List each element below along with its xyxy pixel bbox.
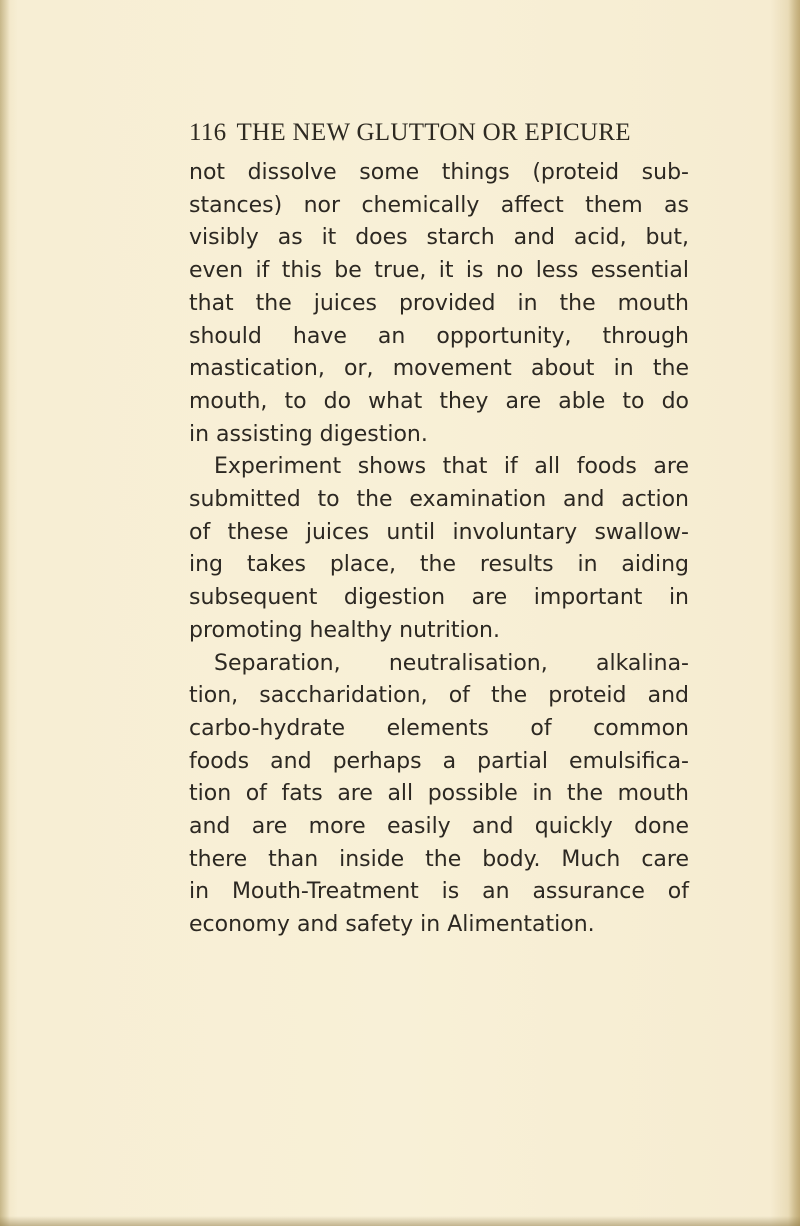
text-line: in Mouth-Treatment is an assurance of: [189, 879, 689, 905]
text-line: even if this be true, it is no less essential: [189, 258, 689, 284]
text-line: that the juices provided in the mouth: [189, 290, 689, 316]
text-line: of these juices until involuntary swallow-: [189, 519, 689, 545]
text-line: tion of fats are all possible in the mouth: [189, 781, 689, 807]
running-title: THE NEW GLUTTON OR EPICURE: [236, 119, 631, 146]
page-number: 116: [189, 119, 227, 146]
running-head: [189, 119, 631, 147]
paragraph-first-line: Experiment shows that if all foods are: [214, 454, 689, 480]
text-line: tion, saccharidation, of the proteid and: [189, 683, 689, 709]
text-line: subsequent digestion are important in: [189, 585, 689, 611]
text-line: foods and perhaps a partial emulsifica-: [189, 748, 689, 774]
text-line: and are more easily and quickly done: [189, 814, 689, 840]
text-line: mastication, or, movement about in the: [189, 356, 689, 382]
body-text: [189, 157, 689, 942]
page-bottom-shadow: [0, 1216, 800, 1226]
paragraph-end-line: economy and safety in Alimentation.: [189, 912, 595, 938]
page-gutter-shadow: [0, 0, 10, 1226]
page-edge-shadow: [788, 0, 800, 1226]
text-line: should have an opportunity, through: [189, 323, 689, 349]
paragraph-end-line: promoting healthy nutrition.: [189, 617, 500, 643]
paragraph-end-line: in assisting digestion.: [189, 421, 428, 447]
text-line: ing takes place, the results in aiding: [189, 552, 689, 578]
text-line: stances) nor chemically affect them as: [189, 192, 689, 218]
text-line: carbo-hydrate elements of common: [189, 715, 689, 741]
text-line: there than inside the body. Much care: [189, 846, 689, 872]
text-line: visibly as it does starch and acid, but,: [189, 225, 689, 251]
paragraph-first-line: Separation, neutralisation, alkalina-: [214, 650, 689, 676]
text-line: mouth, to do what they are able to do: [189, 388, 689, 414]
text-line: submitted to the examination and action: [189, 487, 689, 513]
text-line: not dissolve some things (proteid sub-: [189, 160, 689, 185]
